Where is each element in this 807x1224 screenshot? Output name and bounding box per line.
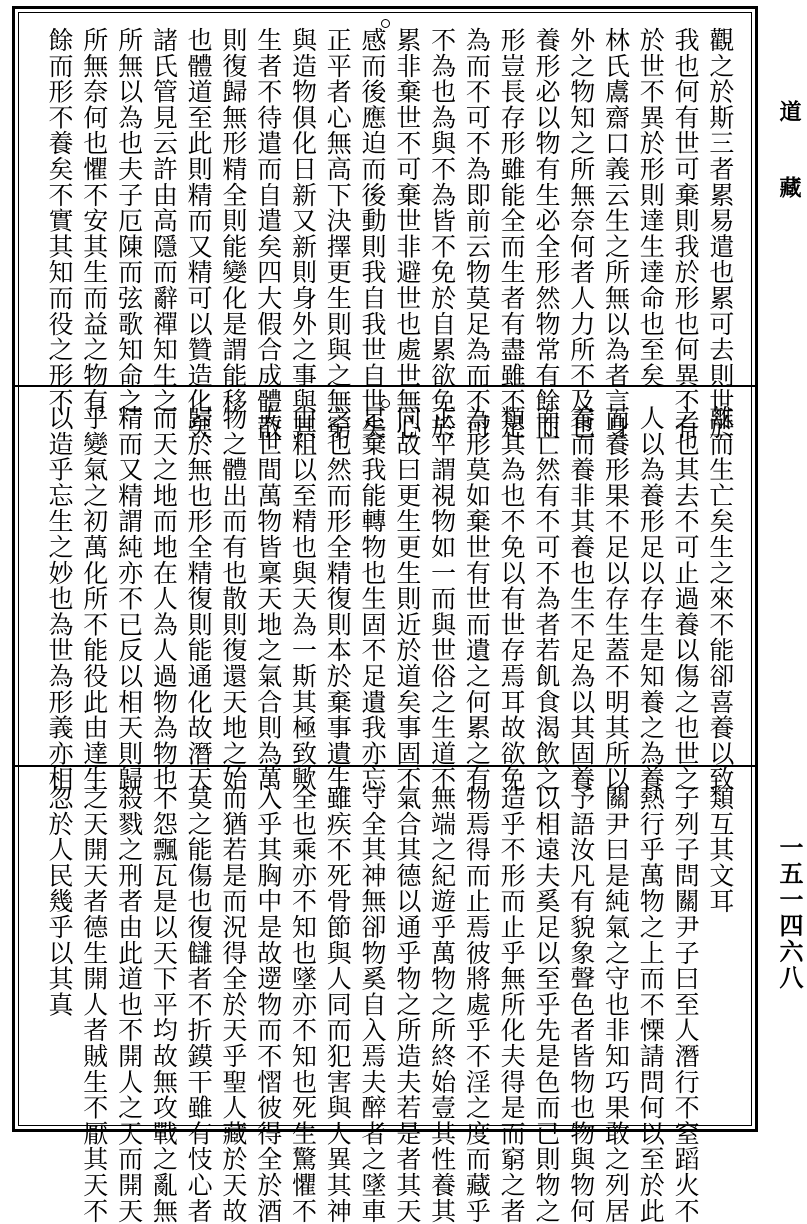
text-column: 則復歸無形精全則能變化是謂能移 — [218, 27, 248, 414]
side-title: 道藏 — [776, 100, 802, 252]
text-column: 正平謂視物如一而與世俗之生道不 — [427, 405, 457, 792]
text-column: 為而不可不為即前云物莫足為而不可 — [462, 27, 492, 440]
text-column: 外之物知之所無奈何者人力所不及也 — [566, 27, 596, 440]
text-column: 足棄我能轉物也生固不足遺我亦忘 — [358, 405, 388, 792]
text-column: 生者不待遣而自遣矣四大假合成體散 — [253, 27, 283, 440]
text-column: 乎變氣之初萬化所不能役此由達生 — [79, 405, 109, 792]
text-column: 養形必以物有生必全形然物常有餘而 — [531, 27, 561, 440]
text-column: 氣合其德以通乎物之所造夫若是者其天 — [392, 785, 422, 1224]
text-column: 感而後應迫而後動則我自我世自世矣 — [358, 27, 388, 440]
text-column: 離而生亡矣生之來不能卻喜養以致 — [705, 405, 735, 792]
text-column: 物之體出而有也散則復還天地之始 — [218, 405, 248, 792]
text-column: 歸於無也形全精復則能通化故潛天 — [184, 405, 214, 792]
text-column: 關尹曰是純氣之守也非知巧果敢之列居 — [601, 785, 631, 1224]
text-column: 予語汝凡有貌象聲色者皆物也物與物何 — [566, 785, 596, 1224]
text-column: 熱行乎萬物之上而不慄請問何以至於此 — [636, 785, 666, 1224]
top-circle-mark — [381, 19, 390, 28]
text-column: 以相遠夫奚足以至乎先是色而已則物之 — [531, 785, 561, 1224]
text-column: 人以為養形足以存生是知養之為養 — [636, 405, 666, 792]
text-column: 而天之地而地在人為人過物為物也 — [149, 405, 179, 792]
text-column: 而猶若是而況得全於天乎聖人藏於天故 — [218, 785, 248, 1224]
page-number: 一五一四六八 — [775, 835, 804, 991]
text-column: 觀之於斯三者累易遣也累可去則世於 — [705, 27, 735, 440]
text-column: 不為也為與不為皆不免於自累欲免於 — [427, 27, 457, 440]
text-column: 無端之紀遊乎萬物之所終始壹其性養其 — [427, 785, 457, 1224]
text-column: 不怨飄瓦是以天下平均故無攻戰之亂無 — [149, 785, 179, 1224]
text-column: 忽於人民幾乎以其真 — [45, 785, 74, 1018]
text-column: 餘而形不養矣不實其知而役之形不 — [45, 27, 74, 414]
text-column: 而養形果不足以存生蓋不明其所以 — [601, 405, 631, 792]
text-column: 精而又精謂純亦不已反以相天則歸 — [114, 405, 144, 792]
text-panel-3 — [15, 767, 755, 1224]
text-column: 所無以為也夫子厄陳而弦歌知命之 — [114, 27, 144, 414]
text-column: 造乎不形而止乎無所化夫得是而窮之者 — [497, 785, 527, 1224]
text-column: 類其為也不免以有世存焉耳故欲免 — [497, 405, 527, 792]
text-column: 以造乎忘生之妙也為世為形義亦相 — [45, 405, 74, 792]
text-column: 類互其文耳 — [705, 785, 735, 914]
text-column: 累非棄世不可棄世非避世也處世無心 — [392, 27, 422, 440]
text-column: 子列子問關尹子曰至人潛行不窒蹈火不 — [671, 785, 701, 1224]
text-column: 莫之能傷也復讎者不折鏌干雖有忮心者 — [184, 785, 214, 1224]
text-column: 林氏鬳齋口義云生之所無以為者言身 — [601, 27, 631, 440]
text-column: 我也何有世可棄則我於形也何異不有 — [671, 27, 701, 440]
panel-divider-2 — [15, 765, 755, 767]
page-frame — [12, 6, 758, 1224]
text-column: 同故曰更生更生則近於道矣事固不 — [392, 405, 422, 792]
text-column: 之也其去不可止過養以傷之也世之 — [671, 405, 701, 792]
panel-divider-1 — [15, 385, 755, 387]
text-column: 夫世間萬物皆稟天地之氣合則為萬 — [253, 405, 283, 792]
text-column: 正平者心無高下決擇更生則與之無窮 — [323, 27, 353, 440]
text-column: 為形莫如棄世有世而遺之何累之有 — [462, 405, 492, 792]
text-column: 入乎其胸中是故遻物而不慴彼得全於酒 — [253, 785, 283, 1224]
text-column: 所無奈何也懼不安其生而益之物有 — [79, 27, 109, 414]
text-column: 而亡然有不可不為者若飢食渴飲之 — [531, 405, 561, 792]
text-column: 守全其神無卻物奚自入焉夫醉者之墜車 — [358, 785, 388, 1224]
text-column: 之天開天者德生開人者賊生不厭其天不 — [79, 785, 109, 1224]
text-panel-1 — [15, 9, 755, 440]
text-column: 殺戮之刑者由此道也不開人之天而開天 — [114, 785, 144, 1224]
text-column: 也體道至此則精而又精可以贊造化矣 — [184, 27, 214, 440]
text-column: 雖疾不死骨節與人同而犯害與人異其神 — [323, 785, 353, 1224]
text-column: 諸氏管見云許由高隱而辭禪知生之 — [149, 27, 179, 414]
text-column: 由粗以至精也與天為一斯其極致歟 — [288, 405, 318, 792]
text-column: 全也乘亦不知也墜亦不知也死生驚懼不 — [288, 785, 318, 1224]
text-column: 養而養非其養也生不足為以其固養 — [566, 405, 596, 792]
text-column: 之也然而形全精復則本於棄事遺生 — [323, 405, 353, 792]
middle-circle-mark — [381, 399, 390, 408]
text-column: 與造物俱化日新又新則身外之事與其 — [288, 27, 318, 440]
text-panel-2 — [15, 387, 755, 792]
text-column: 物焉得而止焉彼將處乎不淫之度而藏乎 — [462, 785, 492, 1224]
text-column: 於世不異於形則達生達命也至矣 — [636, 27, 666, 389]
text-column: 形豈長存形雖能全而生者有盡雖不足 — [497, 27, 527, 440]
